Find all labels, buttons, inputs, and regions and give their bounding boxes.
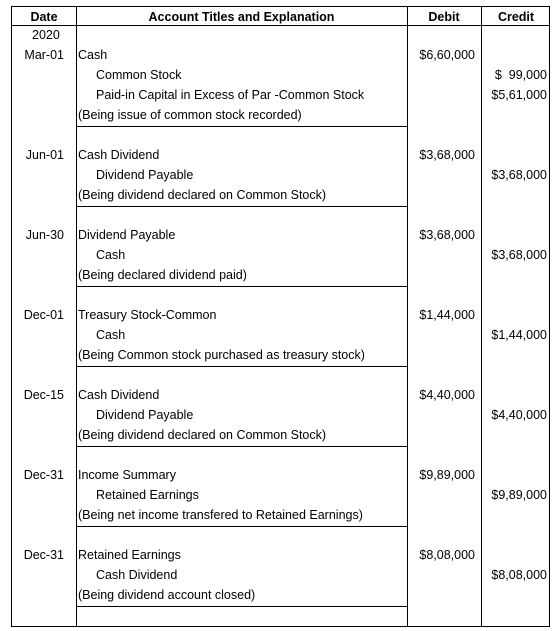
entry-explanation: (Being issue of common stock recorded) — [78, 108, 302, 122]
entry-date: Mar-01 — [24, 48, 64, 62]
account-title: Cash — [96, 328, 126, 342]
year-label: 2020 — [32, 28, 60, 42]
account-title: Cash Dividend — [78, 388, 160, 402]
account-title: Retained Earnings — [78, 548, 181, 562]
entry-divider — [76, 606, 407, 607]
journal-table — [11, 6, 550, 627]
account-title: Cash — [96, 248, 126, 262]
entry-divider — [76, 366, 407, 367]
credit-amount: $4,40,000 — [491, 408, 547, 422]
debit-amount: $1,44,000 — [419, 308, 475, 322]
debit-amount: $3,68,000 — [419, 228, 475, 242]
entry-date: Jun-01 — [25, 148, 64, 162]
entry-date: Jun-30 — [25, 228, 64, 242]
account-title: Dividend Payable — [96, 168, 194, 182]
entry-date: Dec-31 — [23, 548, 64, 562]
account-title: Cash Dividend — [78, 148, 160, 162]
account-title: Cash Dividend — [96, 568, 178, 582]
debit-amount: $8,08,000 — [419, 548, 475, 562]
entry-divider — [76, 206, 407, 207]
entry-date: Dec-01 — [23, 308, 64, 322]
header-divider — [12, 25, 549, 26]
account-title: Dividend Payable — [96, 408, 194, 422]
debit-amount: $3,68,000 — [419, 148, 475, 162]
header-debit: Debit — [428, 10, 460, 24]
debit-amount: $9,89,000 — [419, 468, 475, 482]
column-divider — [76, 7, 77, 626]
entry-explanation: (Being net income transfered to Retained Earnings) — [78, 508, 363, 522]
entry-divider — [76, 446, 407, 447]
entry-divider — [76, 286, 407, 287]
account-title: Dividend Payable — [78, 228, 176, 242]
credit-amount: $ 99,000 — [494, 68, 547, 82]
credit-amount: $8,08,000 — [491, 568, 547, 582]
credit-amount: $9,89,000 — [491, 488, 547, 502]
credit-amount: $1,44,000 — [491, 328, 547, 342]
debit-amount: $6,60,000 — [419, 48, 475, 62]
entry-explanation: (Being declared dividend paid) — [78, 268, 247, 282]
account-title: Retained Earnings — [96, 488, 199, 502]
account-title: Paid-in Capital in Excess of Par -Common Stock — [96, 88, 365, 102]
entry-explanation: (Being dividend declared on Common Stock) — [78, 428, 327, 442]
entry-explanation: (Being dividend declared on Common Stock) — [78, 188, 327, 202]
credit-amount: $3,68,000 — [491, 168, 547, 182]
account-title: Treasury Stock-Common — [78, 308, 217, 322]
entry-explanation: (Being dividend account closed) — [78, 588, 256, 602]
header-date: Date — [30, 10, 58, 24]
account-title: Common Stock — [96, 68, 182, 82]
entry-explanation: (Being Common stock purchased as treasury stock) — [78, 348, 365, 362]
header-credit: Credit — [497, 10, 535, 24]
entry-date: Dec-31 — [23, 468, 64, 482]
account-title: Income Summary — [78, 468, 176, 482]
account-title: Cash — [78, 48, 108, 62]
entry-divider — [76, 526, 407, 527]
debit-amount: $4,40,000 — [419, 388, 475, 402]
credit-amount: $5,61,000 — [491, 88, 547, 102]
header-account: Account Titles and Explanation — [148, 10, 335, 24]
entry-divider — [76, 126, 407, 127]
credit-amount: $3,68,000 — [491, 248, 547, 262]
entry-date: Dec-15 — [23, 388, 64, 402]
